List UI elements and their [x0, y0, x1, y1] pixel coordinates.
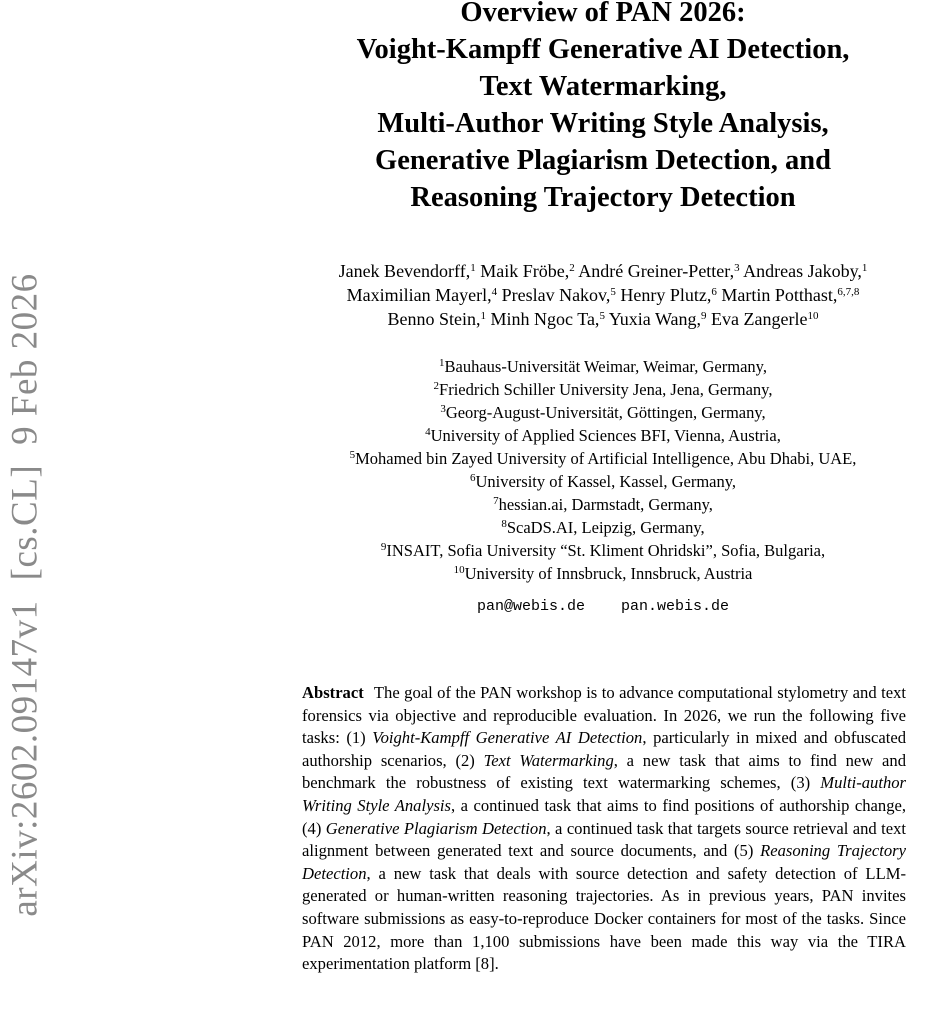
author-name: Eva Zangerle	[711, 309, 808, 329]
affiliation	[250, 539, 941, 562]
author-name: Yuxia Wang,	[608, 309, 701, 329]
affiliation-text: Bauhaus-Universität Weimar, Weimar, Germany,	[444, 357, 767, 376]
author-name: Maik Fröbe,	[480, 261, 570, 281]
author-affiliation-mark: 5	[610, 286, 616, 298]
affiliation-text: University of Kassel, Kassel, Germany,	[475, 472, 737, 491]
abstract-text: Text Watermarking	[483, 750, 614, 770]
abstract-text: Multi-author Writing Style Analysis	[302, 773, 906, 815]
author-affiliation-mark: 1	[861, 262, 868, 274]
abstract-text: , a continued task that targets source retrieval and text alignment between generated text and source documents, and (5)	[302, 818, 906, 861]
affiliation-text: INSAIT, Sofia University “St. Kliment Ohridski”, Sofia, Bulgaria,	[386, 541, 826, 560]
affiliation-text: University of Innsbruck, Innsbruck, Austria	[464, 564, 753, 583]
arxiv-category: [cs.CL]	[4, 464, 46, 581]
author-row	[250, 259, 941, 283]
arxiv-id: arXiv:2602.09147v1	[4, 600, 46, 917]
affiliation	[250, 401, 941, 424]
author-affiliation-mark: 1	[480, 310, 487, 322]
affiliation	[250, 424, 941, 447]
contact-website[interactable]: pan.webis.de	[621, 598, 730, 615]
author-affiliation-mark: 2	[569, 262, 575, 274]
affiliation	[250, 493, 941, 516]
author-affiliation-mark: 3	[734, 262, 740, 274]
abstract-text: , a new task that deals with source detection and safety detection of LLM-generated or human-written reasoning trajectories. As in previous years, PAN invites software submissions as easy-to-reproduce Docker containers for most of the tasks. Since PAN 2012, more than 1,100 submissions have been made this way via the TIRA experimentation platform [8].	[302, 863, 906, 974]
affiliation	[250, 355, 941, 378]
affiliation	[250, 516, 941, 539]
affiliation-number: 5	[349, 449, 356, 461]
author-name: Martin Potthast,	[721, 285, 838, 305]
affiliation-number: 8	[501, 518, 507, 530]
author-name: Benno Stein,	[387, 309, 481, 329]
author-name: Janek Bevendorff,	[338, 261, 471, 281]
abstract-text: Voight-Kampff Generative AI Detection	[372, 728, 643, 748]
affiliation-text: University of Applied Sciences BFI, Vienna, Austria,	[430, 426, 781, 445]
abstract-heading: Abstract	[302, 683, 364, 702]
author-name: Minh Ngoc Ta,	[490, 309, 600, 329]
affiliation-number: 4	[425, 426, 431, 438]
title-line: Overview of PAN 2026:	[460, 0, 746, 28]
abstract-text: Generative Plagiarism Detection	[325, 818, 547, 838]
title-line: Generative Plagiarism Detection, and	[375, 145, 831, 176]
author-affiliation-mark: 6	[711, 286, 717, 298]
affiliation-text: ScaDS.AI, Leipzig, Germany,	[506, 518, 705, 537]
affiliation-number: 7	[493, 495, 499, 507]
abstract-text: , a new task that aims to find new and benchmark the robustness of existing text watermarking schemes, (3)	[302, 750, 906, 793]
paper-title	[270, 0, 936, 216]
abstract	[302, 682, 906, 976]
abstract-text: The goal of the PAN workshop is to advance computational stylometry and text forensics via objective and reproducible evaluation. In 2026, we run the following five tasks: (1)	[302, 683, 906, 748]
affiliation	[250, 562, 941, 585]
affiliation	[250, 378, 941, 401]
affiliation	[250, 447, 941, 470]
abstract-text: , a continued task that aims to find positions of authorship change, (4)	[302, 795, 906, 838]
author-name: Maximilian Mayerl,	[346, 285, 492, 305]
contact-email[interactable]: pan@webis.de	[476, 598, 585, 615]
author-affiliation-mark: 10	[807, 310, 819, 322]
affiliation-number: 10	[453, 564, 465, 576]
contact-info	[250, 598, 941, 615]
affiliation-number: 9	[380, 541, 387, 553]
affiliation-number: 3	[440, 403, 446, 415]
title-line: Text Watermarking,	[479, 71, 727, 102]
author-name: Preslav Nakov,	[501, 285, 611, 305]
author-name: Henry Plutz,	[620, 285, 712, 305]
arxiv-identifier	[4, 253, 47, 916]
author-name: André Greiner-Petter,	[578, 261, 735, 281]
author-list	[250, 259, 941, 331]
affiliation-number: 6	[469, 472, 476, 484]
author-row	[250, 283, 941, 307]
affiliation-number: 2	[433, 380, 440, 392]
affiliation-text: Georg-August-Universität, Göttingen, Germany,	[445, 403, 766, 422]
arxiv-date: 9 Feb 2026	[4, 273, 46, 445]
affiliation	[250, 470, 941, 493]
author-affiliation-mark: 1	[470, 262, 476, 274]
affiliation-text: Mohamed bin Zayed University of Artificial Intelligence, Abu Dhabi, UAE,	[355, 449, 857, 468]
abstract-text: , particularly in mixed and obfuscated authorship scenarios, (2)	[302, 728, 907, 770]
title-line: Reasoning Trajectory Detection	[410, 182, 796, 213]
affiliation-text: Friedrich Schiller University Jena, Jena, Germany,	[439, 380, 773, 399]
author-affiliation-mark: 5	[599, 310, 605, 322]
abstract-text: Reasoning Trajectory Detection	[302, 841, 907, 883]
author-affiliation-mark: 4	[491, 286, 498, 298]
affiliation-text: hessian.ai, Darmstadt, Germany,	[498, 495, 713, 514]
author-name: Andreas Jakoby,	[743, 261, 862, 281]
author-affiliation-mark: 9	[701, 310, 707, 322]
affiliation-list	[250, 355, 941, 585]
title-line: Voight-Kampff Generative AI Detection,	[356, 34, 850, 65]
title-line: Multi-Author Writing Style Analysis,	[377, 108, 829, 139]
author-affiliation-mark: 6,7,8	[837, 286, 860, 298]
author-row	[250, 307, 941, 331]
affiliation-number: 1	[439, 357, 445, 369]
